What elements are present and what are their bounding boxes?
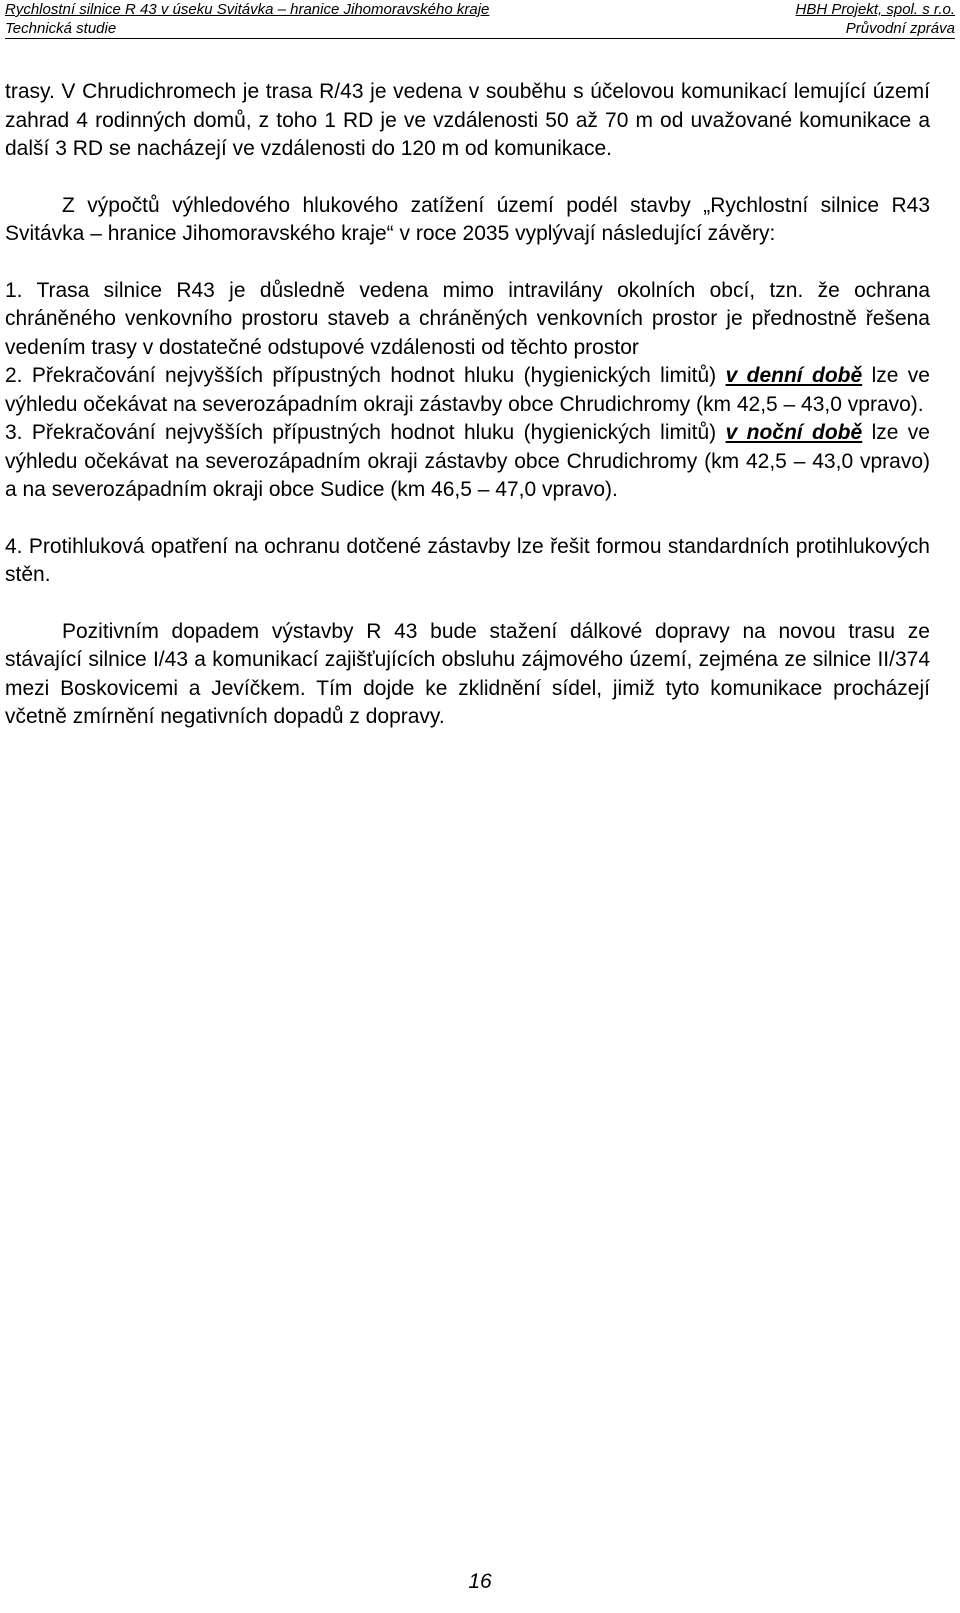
page-header [5, 0, 960, 39]
header-project-title: Rychlostní silnice R 43 v úseku Svitávka – hranice Jihomoravského kraje [5, 1, 490, 18]
header-company: HBH Projekt, spol. s r.o. [795, 1, 955, 18]
spacer [5, 164, 930, 192]
list-item-3-post: lze ve výhledu očekávat na severozápadním okraji zástavby obce Chrudichromy (km 42,5 – 43,0 vpravo) a na severozápadním okraji obce Sudice (km 46,5 – 47,0 vpravo). [5, 421, 930, 501]
header-divider [5, 38, 955, 39]
list-item-3 [5, 419, 930, 505]
header-row-top [5, 0, 955, 19]
list-item-2 [5, 362, 930, 419]
list-item-4: 4. Protihluková opatření na ochranu dotčené zástavby lze řešit formou standardních protihlukových stěn. [5, 534, 930, 586]
header-report-type: Průvodní zpráva [845, 20, 955, 37]
list-item-3-pre: 3. Překračování nejvyšších přípustných hodnot hluku (hygienických limitů) [5, 421, 726, 444]
paragraph-conclusions-intro: Z výpočtů výhledového hlukového zatížení území podél stavby „Rychlostní silnice R43 Svitávka – hranice Jihomoravského kraje“ v roce 2035 vyplývají následující závěry: [5, 193, 930, 245]
paragraph-positive-impact: Pozitivním dopadem výstavby R 43 bude stažení dálkové dopravy na novou trasu ze stávající silnice I/43 a komunikací zajišťujících obsluhu zájmového území, zejména ze silnice II/374 mezi Boskovicemi a Jevíčkem. Tím dojde ke zklidnění sídel, jimiž tyto komunikace procházejí včetně zmírnění negativních dopadů z dopravy. [5, 619, 930, 728]
paragraph-trasy: trasy. V Chrudichromech je trasa R/43 je vedena v souběhu s účelovou komunikací lemující území zahrad 4 rodinných domů, z toho 1 RD je ve vzdálenosti 50 až 70 m od uvažované komunikace a další 3 RD se nacházejí ve vzdálenosti do 120 m od komunikace. [5, 80, 930, 160]
page-number: 16 [468, 1570, 492, 1593]
document-body [5, 78, 930, 732]
list-item-3-emphasis: v noční době [725, 421, 863, 444]
header-row-bottom [5, 19, 955, 38]
header-document-type: Technická studie [5, 20, 117, 37]
spacer [5, 590, 930, 618]
spacer [5, 505, 930, 533]
list-item-2-pre: 2. Překračování nejvyšších přípustných hodnot hluku (hygienických limitů) [5, 364, 726, 387]
spacer [5, 249, 930, 277]
list-item-2-post: lze ve výhledu očekávat na severozápadním okraji zástavby obce Chrudichromy (km 42,5 – 43,0 vpravo). [5, 364, 930, 416]
list-item-2-emphasis: v denní době [725, 364, 863, 387]
list-item-1: 1. Trasa silnice R43 je důsledně vedena mimo intravilány okolních obcí, tzn. že ochrana chráněného venkovního prostoru staveb a chráněných venkovních prostor je přednostně řešena vedením trasy v dostatečné odstupové vzdálenosti od těchto prostor [5, 278, 930, 359]
